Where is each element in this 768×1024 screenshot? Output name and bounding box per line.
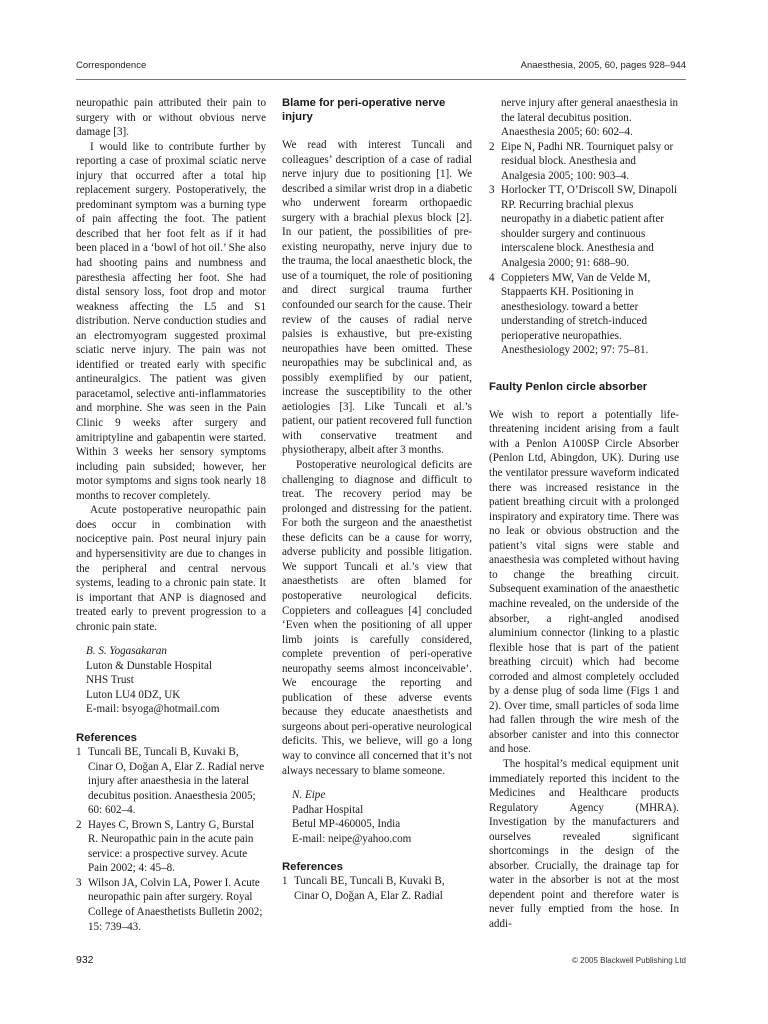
reference-item: 3 Horlocker TT, O’Driscoll SW, Dinapoli RP. Recurring brachial plexus neuropathy in a diabetic patient after shoulder surgery and continuous interscalene block. Anesthesia and Analgesia 2000; 91: 688–90.	[489, 184, 678, 270]
reference-list-continued	[489, 96, 679, 358]
column-2	[282, 96, 472, 903]
author-name: B. S. Yogasakaran	[86, 645, 167, 658]
page-number: 932	[76, 954, 94, 966]
running-header	[76, 60, 686, 76]
author-name: N. Eipe	[292, 789, 326, 802]
reference-item: 1 Tuncali BE, Tuncali B, Kuvaki B, Cinar O, Doğan A, Elar Z. Radial nerve injury after anaesthesia in the lateral decubitus position. Anaesthesia 2005; 60: 602–4.	[76, 745, 265, 817]
reference-item: 4 Coppieters MW, Van de Velde M, Stappaerts KH. Positioning in anesthesiology. toward a better understanding of stretch-induced perioperative neuropathies. Anesthesiology 2002; 97: 75–81.	[489, 271, 651, 357]
reference-item: 2 Eipe N, Padhi NR. Tourniquet palsy or residual block. Anesthesia and Analgesia 2005; 100: 903–4.	[489, 140, 674, 182]
header-rule	[76, 79, 686, 80]
affiliation-line: Betul MP-460005, India	[292, 818, 401, 831]
affiliation-line: Luton LU4 0DZ, UK	[86, 688, 181, 701]
column-3	[489, 96, 679, 932]
paragraph: Postoperative neurological deficits are challenging to diagnose and difficult to treat. The recovery period may be prolonged and distressing for the patient. For both the surgeon and the anaesthetist these deficits can be a cause for worry, adverse publicity and possible litigation. We support Tuncali et al.’s view that anaesthetists are often blamed for postoperative neurological deficits. Coppieters and colleagues [4] concluded ‘Even when the positioning of all upper limb joints is carefully considered, complete prevention of peri-operative neuropathy seems almost inconceivable’. We encourage the reporting and publication of these adverse events because they educate anaesthetists and surgeons about peri-operative neurological deficits. This, we believe, will go a long way to convince all concerned that it’s not always necessary to blame someone.	[282, 459, 472, 777]
affiliation-line: Luton & Dunstable Hospital	[86, 659, 213, 672]
reference-item: 3 Wilson JA, Colvin LA, Power I. Acute neuropathic pain after surgery. Royal College of Anaesthetists Bulletin 2002; 15: 739–43.	[76, 876, 263, 933]
reference-item: 1 Tuncali BE, Tuncali B, Kuvaki B, Cinar O, Doğan A, Elar Z. Radial	[282, 875, 445, 902]
reference-item: 2 Hayes C, Brown S, Lantry G, Burstal R. Neuropathic pain in the acute pain service: a prospective survey. Acute Pain 2002; 4: 45–8.	[76, 818, 255, 875]
article-title: Faulty Penlon circle absorber	[489, 380, 648, 393]
paragraph: We read with interest Tuncali and colleagues’ description of a case of radial nerve injury due to positioning [1]. We described a similar wrist drop in a diabetic who underwent forearm orthopaedic surgery with a brachial plexus block [2]. In our patient, the possibilities of pre-existing neuropathy, nerve injury due to the trauma, the local anaesthetic block, the use of a tourniquet, the role of positioning and direct surgical trauma further confounded our search for the cause. Their review of the causes of radial nerve palsies is exhaustive, but pre-existing neuropathies have been omitted. These neuropathies may be subclinical and, as possibly exemplified by our patient, increase the susceptibility to the other aetiologies [3]. Like Tuncali et al.’s patient, our patient recovered full function with conservative treatment and physiotherapy, albeit after 3 months.	[282, 139, 472, 457]
reference-list	[76, 745, 266, 934]
affiliation-line: NHS Trust	[86, 674, 134, 687]
article-title: Blame for peri-operative nerve injury	[282, 97, 446, 123]
paragraph: Acute postoperative neuropathic pain does occur in combination with nociceptive pain. Post neural injury pain and hypersensitivity are due to changes in the peripheral and central nervous systems, leading to a chronic pain state. It is important that ANP is diagnosed and treated early to prevent progression to a chronic pain state.	[76, 504, 266, 633]
author-affiliation	[76, 644, 266, 717]
copyright: © 2005 Blackwell Publishing Ltd	[572, 956, 686, 965]
reference-list	[282, 874, 472, 903]
section-label: Correspondence	[76, 60, 147, 71]
column-1	[76, 96, 266, 934]
references-heading: References	[76, 731, 137, 744]
paragraph: We wish to report a potentially life-threatening incident arising from a fault with a Penlon A100SP Circle Absorber (Penlon Ltd, Abingdon, UK). During use the ventilator pressure waveform indicated there was increased resistance in the patient breathing circuit with a prolonged inspiratory and expiratory time. There was no leak or obvious obstruction and the patient’s vital signs were stable and anaesthesia was completed without having to change the breathing circuit. Subsequent examination of the anaesthetic machine revealed, on the underside of the absorber, a right-angled anodised aluminium connector (linking to a plastic flexible hose that is part of the patient breathing circuit) which had become corroded and almost completely occluded by a dense plug of soda lime (Figs 1 and 2). Over time, small particles of soda lime had fallen through the wire mesh of the absorber canister and into this connector and hose.	[489, 408, 679, 756]
paragraph: I would like to contribute further by reporting a case of proximal sciatic nerve injury that occurred after a total hip replacement surgery. Postoperatively, the predominant symptom was a burning type of pain affecting the foot. The patient described that her foot felt as if it had been placed in a ‘bowl of hot oil.’ She also had shooting pains and numbness and paresthesia affecting her foot. She had distal sensory loss, foot drop and motor weakness affecting the L5 and S1 distribution. Nerve conduction studies and an electromyogram suggested proximal sciatic nerve injury. The pain was not identified or treated early with specific antineuralgics. The patient was given paracetamol, selective anti-inflammatories and morphine. She was seen in the Pain Clinic 9 weeks after surgery and amitriptyline and gabapentin were started. Within 3 weeks her sensory symptoms including pain subsided; however, her motor symptoms and signs took nearly 18 months to recover completely.	[76, 140, 266, 502]
author-email: E-mail: neipe@yahoo.com	[292, 832, 412, 845]
affiliation-line: Padhar Hospital	[292, 803, 364, 816]
author-affiliation	[282, 788, 472, 846]
references-heading: References	[282, 861, 343, 874]
page-footer	[76, 954, 686, 970]
paragraph: neuropathic pain attributed their pain to surgery with or without obvious nerve damage [3].	[76, 97, 266, 139]
reference-item: nerve injury after general anaesthesia in the lateral decubitus position. Anaesthesia 2005; 60: 602–4.	[501, 97, 679, 139]
journal-citation: Anaesthesia, 2005, 60, pages 928–944	[520, 60, 686, 71]
author-email: E-mail: bsyoga@hotmail.com	[86, 703, 220, 716]
paragraph: The hospital’s medical equipment unit immediately reported this incident to the Medicines and Healthcare products Regulatory Agency (MHRA). Investigation by the manufacturers and ourselves revealed significant shortcomings in the design of the absorber. Crucially, the drainage tap for water in the absorber is not at the most dependent point and therefore water is never fully emptied from the hose. In addi-	[489, 757, 679, 930]
